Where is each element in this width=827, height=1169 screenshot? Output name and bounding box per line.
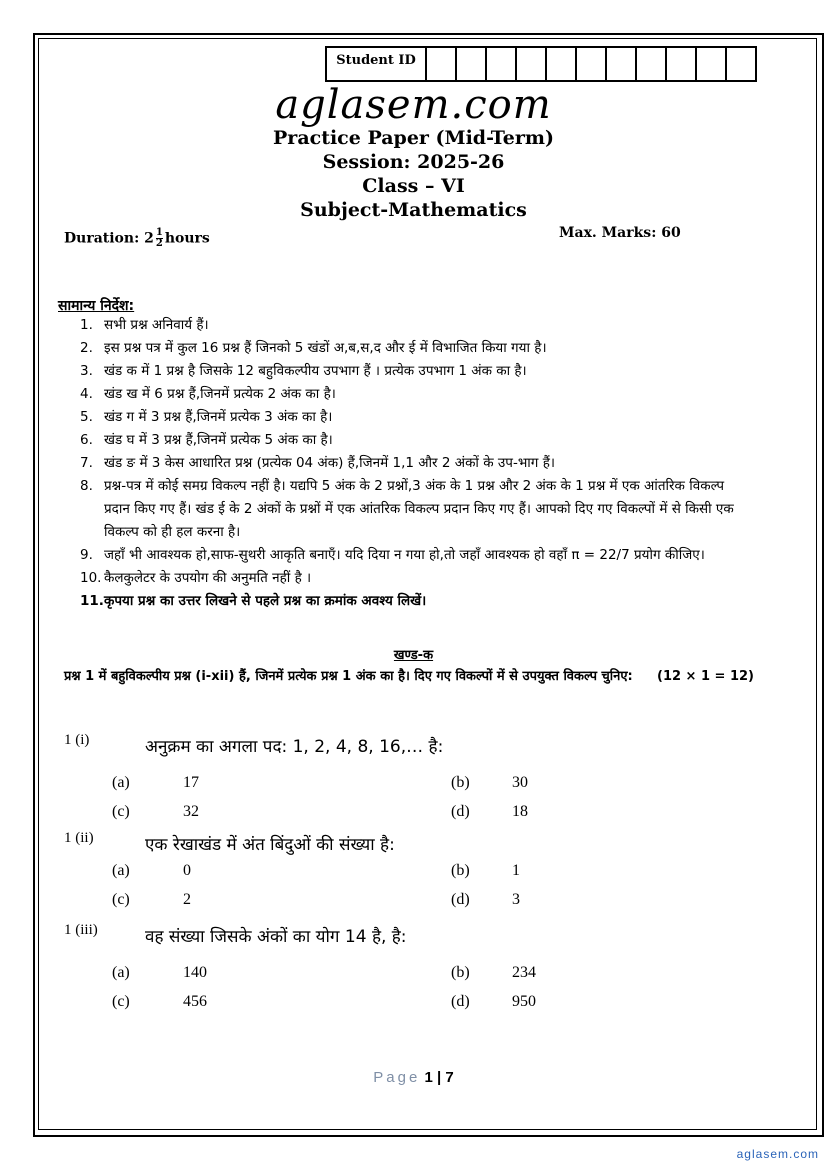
option-label: (c): [112, 891, 130, 908]
instruction-text: कृपया प्रश्न का उत्तर लिखने से पहले प्रश्न का क्रमांक अवश्य लिखें।: [104, 593, 427, 609]
instruction-number: 9.: [80, 547, 93, 563]
question-number: 1 (ii): [64, 830, 94, 846]
option-value: 1: [512, 862, 520, 879]
option-label: (a): [112, 774, 130, 791]
option-label: (a): [112, 862, 130, 879]
watermark-logo: aglasem.com: [275, 82, 552, 128]
id-box: [517, 48, 547, 80]
fraction: [156, 228, 163, 249]
instructions-list: [80, 314, 750, 613]
id-box: [547, 48, 577, 80]
option-value: 32: [183, 803, 199, 820]
option-value: 140: [183, 964, 207, 981]
option-label: (c): [112, 993, 130, 1010]
id-box: [697, 48, 727, 80]
instruction-number: 1.: [80, 317, 93, 333]
session: Session: 2025-26: [322, 151, 505, 173]
paper-title: Practice Paper (Mid-Term): [273, 127, 554, 149]
option-label: (d): [451, 803, 470, 820]
instruction-item: [80, 475, 750, 544]
option-value: 456: [183, 993, 207, 1010]
instruction-number: 3.: [80, 363, 93, 379]
question-text: अनुक्रम का अगला पद: 1, 2, 4, 8, 16,… है:: [145, 737, 444, 757]
instruction-number: 4.: [80, 386, 93, 402]
instruction-number: 2.: [80, 340, 93, 356]
id-box: [577, 48, 607, 80]
instruction-number: 11.: [80, 593, 104, 609]
instruction-item: [80, 360, 750, 383]
option-value: 30: [512, 774, 528, 791]
numerator: 1: [155, 227, 163, 238]
instruction-text: खंड घ में 3 प्रश्न हैं,जिनमें प्रत्येक 5 अंक का है।: [104, 432, 333, 448]
option-value: 2: [183, 891, 191, 908]
instruction-item: [80, 544, 750, 567]
option-value: 3: [512, 891, 520, 908]
option-value: 17: [183, 774, 199, 791]
instruction-number: 7.: [80, 455, 93, 471]
id-box: [727, 48, 755, 80]
site-url: aglasem.com: [736, 1147, 819, 1161]
instruction-text: खंड ङ में 3 केस आधारित प्रश्न (प्रत्येक 04 अंक) हैं,जिनमें 1,1 और 2 अंकों के उप-भाग हैं।: [104, 455, 555, 471]
instruction-text: सभी प्रश्न अनिवार्य हैं।: [104, 317, 209, 333]
student-id-label: Student ID: [327, 48, 427, 80]
instruction-text: कैलकुलेटर के उपयोग की अनुमति नहीं है ।: [104, 570, 312, 586]
instruction-text: खंड ग में 3 प्रश्न हैं,जिनमें प्रत्येक 3 अंक का है।: [104, 409, 333, 425]
class: Class – VI: [362, 175, 465, 197]
instruction-item: [80, 452, 750, 475]
page-word: Page: [373, 1069, 421, 1086]
page-number: 1 | 7: [424, 1069, 454, 1086]
option-label: (b): [451, 862, 470, 879]
section-intro: [64, 666, 754, 688]
question-text: एक रेखाखंड में अंत बिंदुओं की संख्या है:: [145, 835, 395, 855]
instruction-number: 10.: [80, 570, 102, 586]
denominator: 2: [155, 238, 163, 249]
duration-unit: hours: [164, 230, 210, 247]
instruction-number: 5.: [80, 409, 93, 425]
question-number: 1 (iii): [64, 922, 98, 938]
page-footer: [0, 1069, 827, 1086]
instruction-text: खंड क में 1 प्रश्न है जिसके 12 बहुविकल्पीय उपभाग हैं । प्रत्येक उपभाग 1 अंक का है।: [104, 363, 527, 379]
question-text: वह संख्या जिसके अंकों का योग 14 है, है:: [145, 927, 407, 947]
student-id-box: [325, 46, 757, 82]
max-marks: Max. Marks: 60: [559, 225, 681, 241]
option-label: (d): [451, 891, 470, 908]
section-marks: (12 × 1 = 12): [657, 669, 754, 684]
instruction-number: 6.: [80, 432, 93, 448]
instruction-number: 8.: [80, 478, 93, 494]
instruction-item: [80, 337, 750, 360]
section-title: खण्ड-क: [393, 648, 434, 663]
option-label: (c): [112, 803, 130, 820]
instruction-text: जहाँ भी आवश्यक हो,साफ-सुथरी आकृति बनाएँ। यदि दिया न गया हो,तो जहाँ आवश्यक हो वहाँ π = 22/7 प्रयोग कीजिए।: [104, 547, 705, 563]
instruction-text: खंड ख में 6 प्रश्न हैं,जिनमें प्रत्येक 2 अंक का है।: [104, 386, 336, 402]
instruction-item: [80, 314, 750, 337]
duration-label: Duration: 2: [64, 230, 154, 247]
option-label: (b): [451, 964, 470, 981]
option-value: 950: [512, 993, 536, 1010]
option-label: (d): [451, 993, 470, 1010]
id-box: [487, 48, 517, 80]
intro-text: प्रश्न 1 में बहुविकल्पीय प्रश्न (i-xii) हैं, जिनमें प्रत्येक प्रश्न 1 अंक का है। दिए गए विकल्पों में से उपयुक्त विकल्प चुनिए:: [64, 669, 633, 684]
subject: Subject-Mathematics: [300, 199, 527, 221]
option-label: (b): [451, 774, 470, 791]
option-value: 18: [512, 803, 528, 820]
id-box: [427, 48, 457, 80]
id-box: [457, 48, 487, 80]
instruction-item: [80, 406, 750, 429]
option-value: 234: [512, 964, 536, 981]
duration: [64, 228, 210, 249]
instruction-item: [80, 567, 750, 590]
option-value: 0: [183, 862, 191, 879]
instructions-title: सामान्य निर्देश:: [58, 298, 135, 314]
id-box: [667, 48, 697, 80]
instruction-item: [80, 383, 750, 406]
id-box: [607, 48, 637, 80]
question-number: 1 (i): [64, 732, 90, 748]
id-box: [637, 48, 667, 80]
instruction-item: [80, 590, 750, 613]
instruction-text: प्रश्न-पत्र में कोई समग्र विकल्प नहीं है। यद्यपि 5 अंक के 2 प्रश्नों,3 अंक के 1 प्रश्न और 2 अंक के 1 प्रश्न में एक आंतरिक विकल्प प्रदान किए गए हैं। खंड ई के 2 अंकों के प्रश्नों में एक आंतरिक विकल्प प्रदान किए गए हैं। आपको दिए गए विकल्पों में से किसी एक विकल्प को ही हल करना है।: [104, 478, 734, 540]
instruction-text: इस प्रश्न पत्र में कुल 16 प्रश्न हैं जिनको 5 खंडों अ,ब,स,द और ई में विभाजित किया गया है।: [104, 340, 547, 356]
option-label: (a): [112, 964, 130, 981]
instruction-item: [80, 429, 750, 452]
